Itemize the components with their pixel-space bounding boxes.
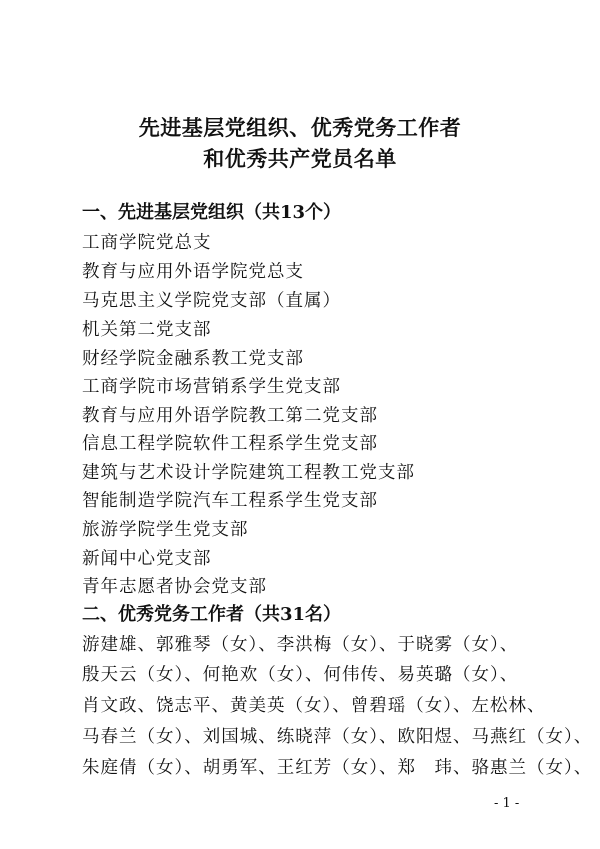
org-list-item: 建筑与艺术设计学院建筑工程教工党支部 xyxy=(82,463,415,483)
name-list-line: 马春兰（女）、刘国城、练晓萍（女）、欧阳煜、马燕红（女）、 xyxy=(82,727,593,747)
name-list-line: 朱庭倩（女）、胡勇军、王红芳（女）、郑 玮、骆惠兰（女）、 xyxy=(82,758,593,778)
org-list-item: 机关第二党支部 xyxy=(82,320,212,340)
document-title-line-1: 先进基层党组织、优秀党务工作者 xyxy=(138,115,462,140)
name-list-line: 游建雄、郭雅琴（女）、李洪梅（女）、于晓雾（女）、 xyxy=(82,635,519,655)
org-list-item: 教育与应用外语学院党总支 xyxy=(82,262,304,282)
page-number: - 1 - xyxy=(494,796,520,811)
section-2-heading: 二、优秀党务工作者（共31名） xyxy=(82,604,342,625)
org-list-item: 教育与应用外语学院教工第二党支部 xyxy=(82,406,378,426)
org-list-item: 新闻中心党支部 xyxy=(82,549,212,569)
org-list-item: 青年志愿者协会党支部 xyxy=(82,577,267,597)
org-list-item: 信息工程学院软件工程系学生党支部 xyxy=(82,434,378,454)
name-list-line: 肖文政、饶志平、黄美英（女）、曾碧瑶（女）、左松林、 xyxy=(82,696,546,716)
org-list-item: 马克思主义学院党支部（直属） xyxy=(82,291,341,311)
org-list-item: 工商学院市场营销系学生党支部 xyxy=(82,377,341,397)
org-list-item: 财经学院金融系教工党支部 xyxy=(82,349,304,369)
document-title-line-2: 和优秀共产党员名单 xyxy=(203,146,397,171)
org-list-item: 工商学院党总支 xyxy=(82,233,212,253)
org-list-item: 智能制造学院汽车工程系学生党支部 xyxy=(82,491,378,511)
name-list-line: 殷天云（女）、何艳欢（女）、何伟传、易英璐（女）、 xyxy=(82,665,519,685)
org-list-item: 旅游学院学生党支部 xyxy=(82,520,249,540)
section-1-heading: 一、先进基层党组织（共13个） xyxy=(82,202,342,223)
